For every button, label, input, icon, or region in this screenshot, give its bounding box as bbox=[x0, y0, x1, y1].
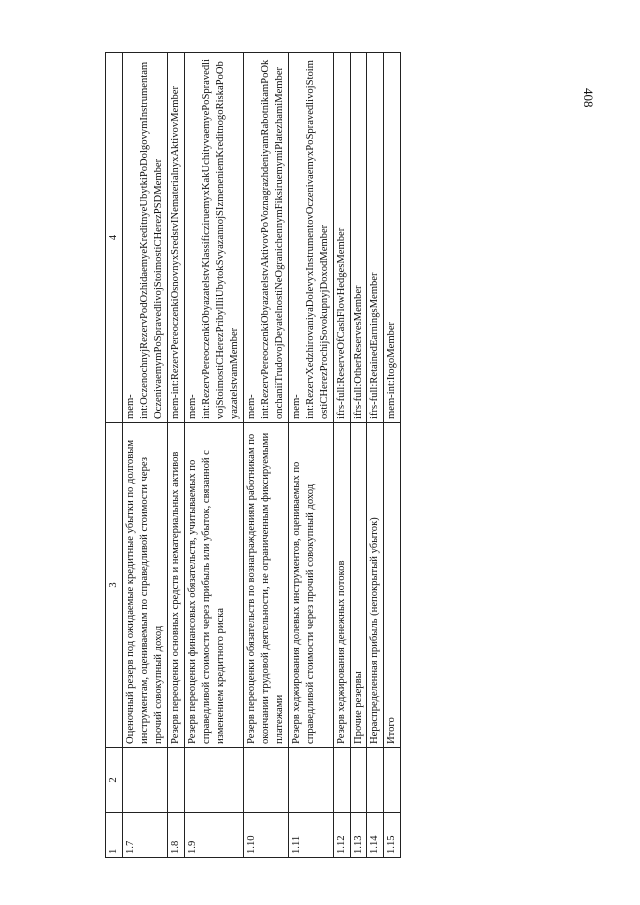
table-row bbox=[384, 53, 401, 858]
row-name: Резерв хеджирования долевых инструментов, оцениваемых по справедливой стоимости через прочий совокупный доход bbox=[288, 423, 333, 748]
row-name: Нераспределенная прибыль (непокрытый убыток) bbox=[367, 423, 384, 748]
row-col2 bbox=[122, 748, 167, 813]
row-number: 1.10 bbox=[243, 813, 288, 858]
header-col-1: 1 bbox=[106, 813, 123, 858]
row-number: 1.14 bbox=[367, 813, 384, 858]
row-col2 bbox=[184, 748, 243, 813]
row-name: Прочие резервы bbox=[350, 423, 367, 748]
table-row bbox=[288, 53, 333, 858]
row-element: mem-int:RezervPereoczenkiObyazatelstvKlassificziruemyxKakUchityvaemyePoSpravedlivojStoimostiCHerezPribylIliUbytokSvyazannojSIzmeneniemKreditnogoRiskaPoObyazatelstvamMember bbox=[184, 53, 243, 423]
table-row bbox=[367, 53, 384, 858]
row-number: 1.8 bbox=[167, 813, 184, 858]
page-number: 408 bbox=[581, 88, 596, 108]
row-name: Резерв переоценки финансовых обязательств, учитываемых по справедливой стоимости через прибыль или убыток, связанной с изменением кредитного риска bbox=[184, 423, 243, 748]
row-name: Резерв переоценки основных средств и нематериальных активов bbox=[167, 423, 184, 748]
row-number: 1.7 bbox=[122, 813, 167, 858]
row-name: Итого bbox=[384, 423, 401, 748]
row-col2 bbox=[167, 748, 184, 813]
row-element: mem-int:OczenochnyjRezervPodOzhidaemyeKreditnyeUbytkiPoDolgovymInstrumentamOczenivaemymPoSpravedlivojStoimostiCHerezPSDMember bbox=[122, 53, 167, 423]
header-row bbox=[106, 53, 123, 858]
header-col-4: 4 bbox=[106, 53, 123, 423]
taxonomy-table bbox=[105, 52, 401, 858]
table-row bbox=[122, 53, 167, 858]
row-col2 bbox=[350, 748, 367, 813]
header-col-3: 3 bbox=[106, 423, 123, 748]
row-element: mem-int:ItogoMember bbox=[384, 53, 401, 423]
header-col-2: 2 bbox=[106, 748, 123, 813]
row-number: 1.12 bbox=[333, 813, 350, 858]
table-row bbox=[184, 53, 243, 858]
row-name: Оценочный резерв под ожидаемые кредитные убытки по долговым инструментам, оцениваемым по справедливой стоимости через прочий совокупный доход bbox=[122, 423, 167, 748]
row-number: 1.15 bbox=[384, 813, 401, 858]
row-number: 1.11 bbox=[288, 813, 333, 858]
row-element: ifrs-full:OtherReservesMember bbox=[350, 53, 367, 423]
row-col2 bbox=[367, 748, 384, 813]
row-element: mem-int:RezervPereoczenkiOsnovnyxSredstvINematerialnyxAktivovMember bbox=[167, 53, 184, 423]
row-col2 bbox=[243, 748, 288, 813]
row-col2 bbox=[384, 748, 401, 813]
row-element: mem-int:RezervXedzhirovaniyaDolevyxInstrumentovOczenivaemyxPoSpravedlivojStoimostiCHerezProchijSovokupnyjDoxodMember bbox=[288, 53, 333, 423]
table-row bbox=[243, 53, 288, 858]
row-name: Резерв переоценки обязательств по вознаграждениям работникам по окончании трудовой деятельности, не ограниченным фиксируемыми платежами bbox=[243, 423, 288, 748]
table-row bbox=[350, 53, 367, 858]
row-element: ifrs-full:ReserveOfCashFlowHedgesMember bbox=[333, 53, 350, 423]
row-element: ifrs-full:RetainedEarningsMember bbox=[367, 53, 384, 423]
rotated-table-container bbox=[105, 53, 517, 858]
table-row bbox=[167, 53, 184, 858]
row-col2 bbox=[333, 748, 350, 813]
row-number: 1.13 bbox=[350, 813, 367, 858]
row-name: Резерв хеджирования денежных потоков bbox=[333, 423, 350, 748]
row-col2 bbox=[288, 748, 333, 813]
table-row bbox=[333, 53, 350, 858]
row-number: 1.9 bbox=[184, 813, 243, 858]
row-element: mem-int:RezervPereoczenkiObyazatelstvAktivovPoVoznagrazhdeniyamRabotnikamPoOkonchaniiTrudovojDeyatelnostiNeOgranichennymFiksiruemymiPlatezhamiMember bbox=[243, 53, 288, 423]
